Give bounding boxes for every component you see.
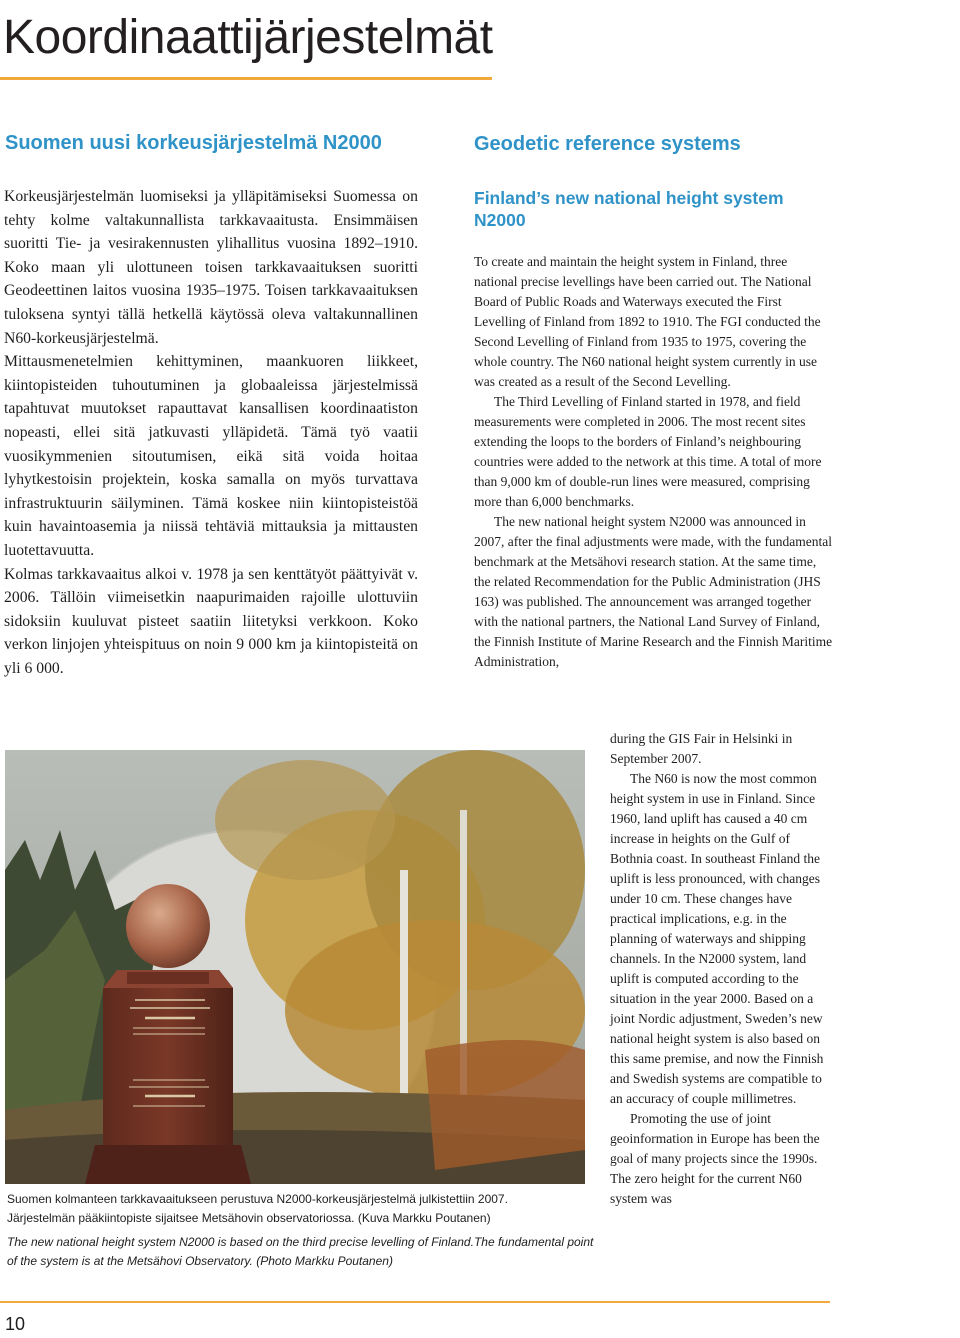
english-paragraph: The new national height system N2000 was announced in 2007, after the final adjustments were made, with the fundamental benchmark at the Metsähovi research station. At the same time, the related Recommendation for the Public Administration (JHS 163) was published. The announcement was arranged together with the national partners, the National Land Survey of Finland, the Finnish Institute of Marine Research and the Finnish Maritime Administration, [474, 514, 833, 669]
finnish-paragraph: Kolmas tarkkavaaitus alkoi v. 1978 ja sen kenttätyöt päättyivät v. 2006. Tällöin viimeisetkin naapurimaiden rajoille ulottuviin sidoksiin kuuluvat pisteet saatiin liitetyksi verkkoon. Koko verkon linjojen yhteispituus on noin 9 000 km ja kiintopisteitä on yli 6 000. [4, 565, 418, 677]
caption-line: Järjestelmän pääkiintopiste sijaitsee Metsähovin observatoriossa. (Kuva Markku Poutanen) [7, 1211, 491, 1225]
bottom-rule [0, 1301, 830, 1303]
english-column [474, 187, 834, 672]
english-paragraph: The N60 is now the most common height system in use in Finland. Since 1960, land uplift has caused a 40 cm increase in heights on the Gulf of Bothnia coast. In southeast Finland the uplift is less pronounced, with changes under 10 cm. These changes have practical implications, e.g. in the planning of waterways and shipping channels. In the N2000 system, land uplift is computed according to the situation in the year 2000. Based on a joint Nordic adjustment, Sweden’s new national height system is also based on this same premise, and now the Finnish and Swedish systems are compatible to an accuracy of couple millimetres. [610, 771, 824, 1106]
finnish-paragraph: Korkeusjärjestelmän luomiseksi ja ylläpitämiseksi Suomessa on tehty kolme valtakunnallista tarkkavaaitusta. Ensimmäisen suoritti Tie- ja vesirakennusten ylihallitus vuosina 1892–1910. Koko maan yli ulottuneen toisen tarkkavaaituksen suoritti Geodeettinen laitos vuosina 1935–1975. Toisen tarkkavaaituksen tuloksena syntyi tällä hetkellä käytössä oleva valtakunnallinen N60-korkeusjärjestelmä. [4, 188, 418, 347]
english-paragraph: during the GIS Fair in Helsinki in September 2007. [610, 731, 793, 766]
english-paragraph: Promoting the use of joint geoinformation in Europe has been the goal of many projects since the 1990s. The zero height for the current N60 system was [610, 1111, 820, 1206]
english-paragraph: To create and maintain the height system in Finland, three national precise levellings have been carried out. The National Board of Public Roads and Waterways executed the First Levelling of Finland from 1892 to 1910. The FGI conducted the Second Levelling of Finland from 1935 to 1975, covering the whole country. The N60 national height system currently in use was created as a result of the Second Levelling. [474, 254, 821, 389]
photo-caption-english: The new national height system N2000 is based on the third precise levelling of Finland.The fundamental point of the system is at the Metsähovi Observatory. (Photo Markku Poutanen) [7, 1235, 594, 1268]
finnish-heading: Suomen uusi korkeusjärjestelmä N2000 [5, 132, 382, 154]
page-title: Koordinaattijärjestelmät [3, 11, 493, 64]
top-rule [0, 77, 492, 80]
finnish-column [4, 185, 418, 680]
photo-illustration [5, 750, 585, 1184]
english-wrapped-column [610, 729, 834, 1209]
caption-line: Suomen kolmanteen tarkkavaaitukseen perustuva N2000-korkeusjärjestelmä julkistettiin 2007. [7, 1192, 508, 1206]
photo-caption-finnish [7, 1190, 597, 1228]
finnish-paragraph: Mittausmenetelmien kehittyminen, maankuoren liikkeet, kiintopisteiden tuhoutuminen ja globaaleissa järjestelmissä tapahtuvat muutokset rapauttavat kansallisen koordinaatiston nopeasti, ellei sitä jatkuvasti ylläpidetä. Tämä työ vaatii vuosikymmenien sitoutumisen, eikä sitä voida hoitaa lyhytkestoisin projektein, koska samalla on myös turvattava infrastruktuurin säilyminen. Tämä koskee niin kiintopisteistöä kuin havaintoasemia ja niissä tehtäviä mittauksia ja mittausten luotettavuutta. [4, 353, 418, 559]
english-subheading: Finland’s new national height system N2000 [474, 188, 784, 230]
english-heading: Geodetic reference systems [474, 133, 741, 155]
page-number: 10 [5, 1314, 26, 1334]
benchmark-photo [5, 750, 585, 1184]
english-paragraph: The Third Levelling of Finland started in 1978, and field measurements were completed in 2006. The most recent sites extending the loops to the borders of Finland’s neighbouring countries were added to the network at this time. A total of more than 9,000 km of double-run lines were measured, comprising more than 6,000 benchmarks. [474, 394, 822, 509]
